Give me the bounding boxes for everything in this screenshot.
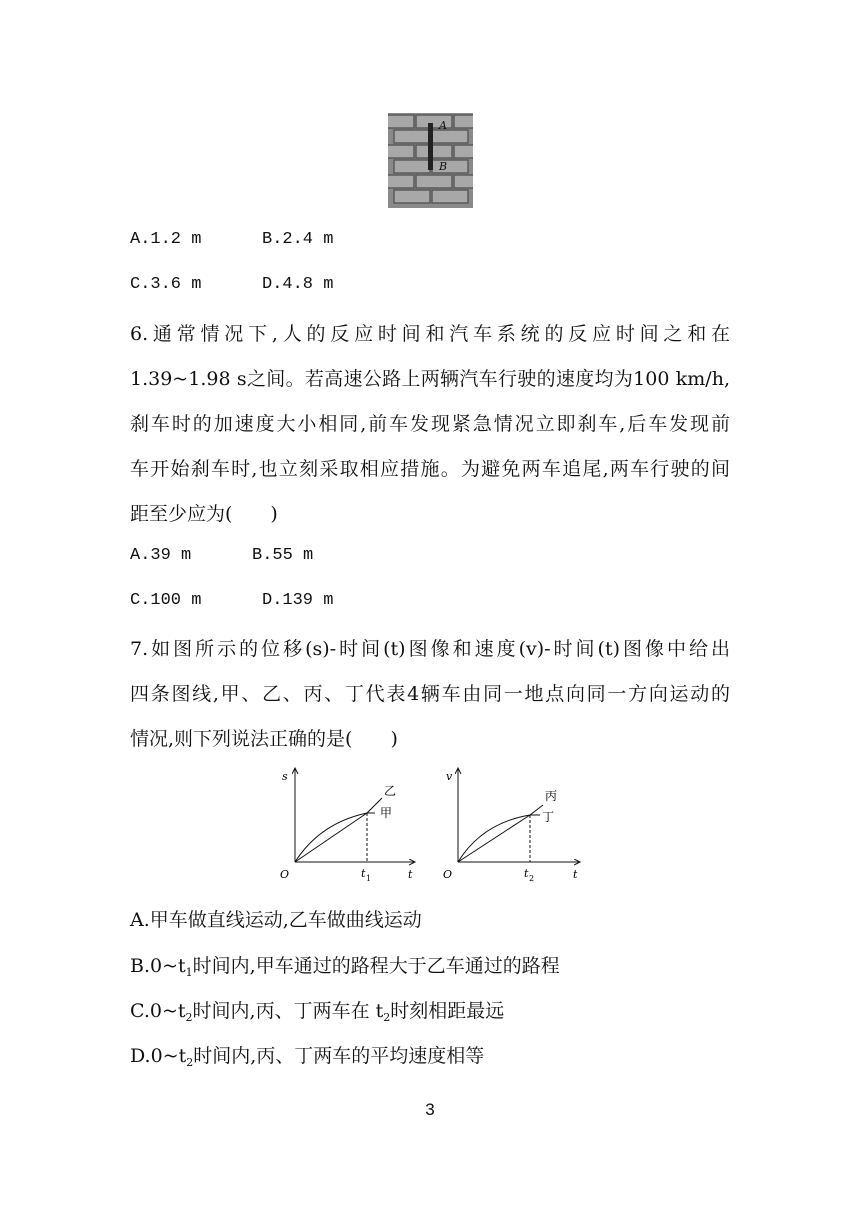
q7-option-b bbox=[130, 951, 560, 978]
left-x-label: t bbox=[408, 868, 413, 881]
left-y-label: s bbox=[282, 770, 288, 783]
q7-option-d-sub: 2 bbox=[186, 1056, 194, 1069]
q7-line-2: 四条图线,甲、乙、丙、丁代表4辆车由同一地点向同一方向运动的 bbox=[130, 683, 730, 705]
q6-option-d: D.139 m bbox=[262, 591, 334, 610]
q6-line-4: 车开始刹车时,也立刻采取相应措施。为避免两车追尾,两车行驶的间 bbox=[130, 458, 730, 480]
graphs-figure bbox=[270, 765, 590, 890]
ruler-bar bbox=[428, 123, 433, 170]
q7-option-c bbox=[130, 996, 504, 1023]
q7-line-3: 情况,则下列说法正确的是( ) bbox=[130, 728, 398, 750]
q7-option-c-post: 时刻相距最远 bbox=[390, 1000, 505, 1022]
right-line-label: 丁 bbox=[542, 810, 555, 824]
q7-option-b-sub: 1 bbox=[185, 966, 193, 979]
q6-option-a: A.39 m bbox=[130, 546, 192, 565]
q5-option-d: D.4.8 m bbox=[262, 275, 334, 294]
right-y-label: v bbox=[446, 770, 453, 783]
left-line-jia bbox=[295, 813, 367, 862]
q7-option-d bbox=[130, 1041, 484, 1068]
q7-option-c-mid: 时间内,丙、丁两车在 t bbox=[192, 1000, 384, 1022]
q7-line-1: 7.如图所示的位移(s)-时间(t)图像和速度(v)-时间(t)图像中给出 bbox=[130, 638, 730, 660]
graphs-svg bbox=[270, 765, 590, 890]
left-origin: O bbox=[280, 868, 290, 881]
q7-option-c-sub2: 2 bbox=[383, 1011, 391, 1024]
left-tick-t: t bbox=[361, 867, 366, 880]
q7-option-c-pre: C.0~t bbox=[130, 1000, 186, 1022]
q7-option-b-post: 时间内,甲车通过的路程大于乙车通过的路程 bbox=[192, 955, 560, 977]
q6-line-5: 距至少应为( ) bbox=[130, 503, 278, 525]
q7-option-c-sub: 2 bbox=[185, 1011, 193, 1024]
q5-option-a: A.1.2 m bbox=[130, 230, 202, 249]
q5-option-b: B.2.4 m bbox=[262, 230, 334, 249]
left-curve-label: 乙 bbox=[384, 784, 397, 798]
right-tick-sub: 2 bbox=[529, 874, 535, 883]
brick-wall-photo bbox=[388, 113, 473, 208]
q7-option-b-pre: B.0~t bbox=[130, 955, 186, 977]
q7-option-a: A.甲车做直线运动,乙车做曲线运动 bbox=[130, 909, 422, 931]
q6-option-b: B.55 m bbox=[252, 546, 314, 565]
right-tick-t: t bbox=[524, 867, 529, 880]
left-line-label: 甲 bbox=[380, 806, 393, 820]
right-line-ding bbox=[458, 815, 530, 862]
q6-line-1: 6.通常情况下,人的反应时间和汽车系统的反应时间之和在 bbox=[130, 323, 730, 345]
q5-option-c: C.3.6 m bbox=[130, 275, 202, 294]
page-number: 3 bbox=[425, 1100, 435, 1119]
right-x-label: t bbox=[573, 868, 578, 881]
label-b: B bbox=[439, 160, 448, 173]
brick-wall-image bbox=[388, 113, 473, 208]
q6-line-3: 刹车时的加速度大小相同,前车发现紧急情况立即刹车,后车发现前 bbox=[130, 413, 730, 435]
right-curve-label: 丙 bbox=[545, 789, 558, 803]
q6-option-c: C.100 m bbox=[130, 591, 202, 610]
right-origin: O bbox=[443, 868, 453, 881]
graph-right bbox=[443, 768, 580, 883]
q6-line-2: 1.39~1.98 s之间。若高速公路上两辆汽车行驶的速度均为100 km/h, bbox=[130, 368, 730, 390]
label-a: A bbox=[439, 119, 447, 132]
left-tick-sub: 1 bbox=[366, 874, 372, 883]
q7-option-d-pre: D.0~t bbox=[130, 1045, 187, 1067]
q7-option-d-post: 时间内,丙、丁两车的平均速度相等 bbox=[193, 1045, 485, 1067]
left-curve-yi bbox=[295, 798, 382, 862]
graph-left bbox=[280, 768, 415, 883]
